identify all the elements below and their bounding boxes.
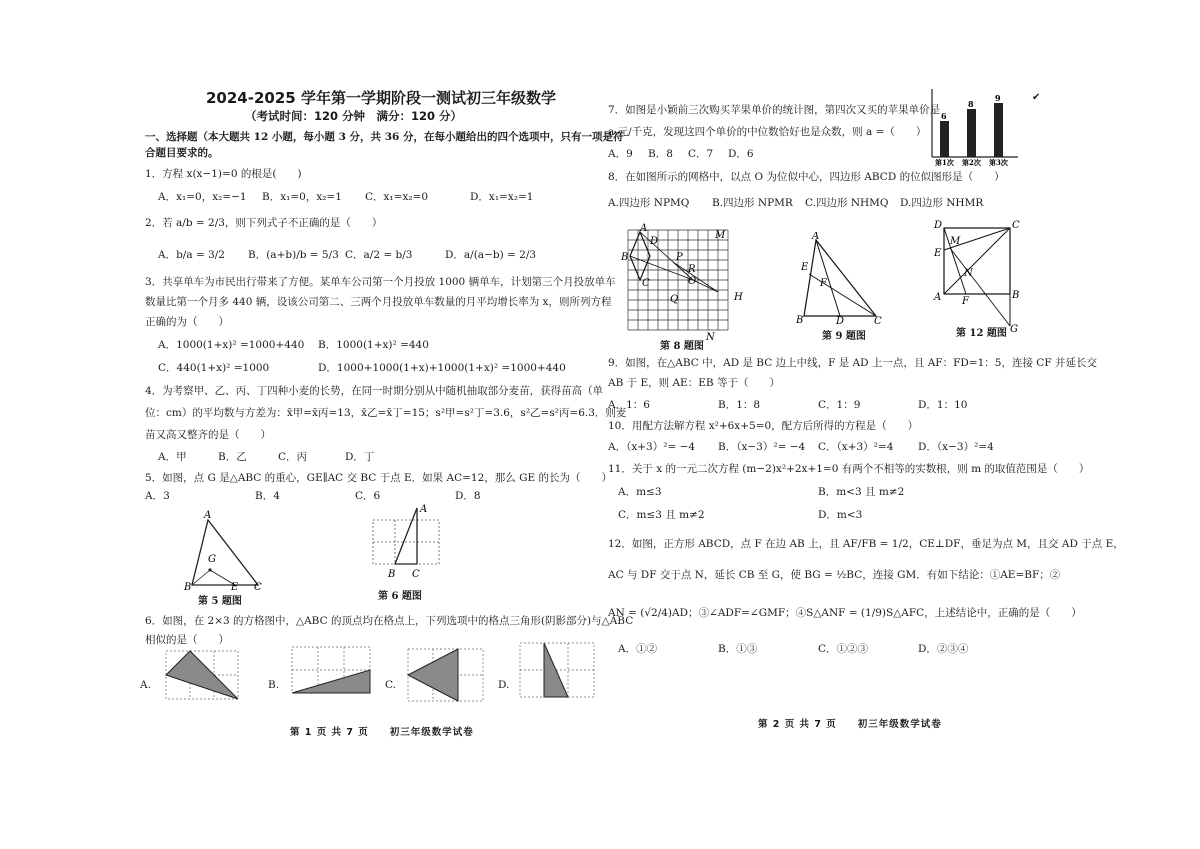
question-7-line2: a 元/千克，发现这四个单价的中位数恰好也是众数，则 a =（ ）	[608, 126, 927, 138]
q5-option-c: C．6	[355, 490, 381, 502]
q5-option-b: B．4	[255, 490, 280, 502]
q6-option-d: D.	[498, 679, 510, 691]
fig12-label-d: D	[934, 220, 943, 231]
q12-option-c: C．①②③	[818, 643, 869, 655]
q6-option-b: B.	[268, 679, 280, 691]
bar-1	[940, 121, 949, 157]
q9-option-c: C．1：9	[818, 399, 861, 411]
fig9-label-d: D	[836, 316, 845, 324]
question-9-line1: 9．如图，在△ABC 中，AD 是 BC 边上中线，F 是 AD 上一点，且 AF：FD=1：5，连接 CF 并延长交	[608, 357, 1097, 369]
q2-option-b: B．(a+b)/b = 5/3	[248, 249, 339, 261]
fig8-label-o: O	[688, 276, 697, 287]
bar-2	[967, 109, 976, 157]
q7-bar-chart	[918, 83, 1043, 168]
figure-8-caption: 第 8 题图	[660, 341, 704, 352]
fig9-label-a: A	[812, 232, 820, 242]
q3-option-a: A．1000(1+x)² =1000+440	[158, 339, 305, 351]
q10-option-d: D．（x−3）²=4	[918, 441, 994, 453]
q6-option-c-figure	[405, 645, 489, 705]
fig6-label-b: B	[388, 569, 396, 580]
bar-value-label-1: 6	[941, 111, 947, 121]
q11-option-d: D．m<3	[818, 509, 863, 521]
q11-option-b: B．m<3 且 m≠2	[818, 486, 905, 498]
q10-option-b: B．（x−3）²= −4	[718, 441, 806, 453]
figure-5-caption: 第 5 题图	[198, 596, 242, 607]
q10-option-c: C．（x+3）²=4	[818, 441, 894, 453]
q6-option-d-figure	[518, 640, 598, 702]
q6-option-a: A.	[140, 679, 151, 691]
fig12-label-b: B	[1012, 290, 1020, 301]
question-12-line2: AC 与 DF 交于点 N，延长 CB 至 G，使 BG = ½BC，连接 GM．有如下结论：①AE=BF；②	[608, 569, 1061, 581]
figure-6-grid	[365, 500, 445, 585]
q9-option-b: B．1：8	[718, 399, 761, 411]
q11-option-a: A．m≤3	[618, 486, 662, 498]
question-4-line1: 4．为考察甲、乙、丙、丁四种小麦的长势，在同一时期分别从中随机抽取部分麦苗，获得苗高（单	[145, 385, 604, 397]
fig12-label-n: N	[964, 268, 973, 279]
fig8-label-d: D	[650, 236, 659, 247]
fig12-label-f: F	[962, 296, 969, 307]
q2-option-d: D．a/(a−b) = 2/3	[445, 249, 537, 261]
q5-option-d: D．8	[455, 490, 481, 502]
figure-5-triangle	[180, 508, 270, 593]
question-12-line3: AN = (√2/4)AD；③∠ADF=∠GMF；④S△ANF = (1/9)S△AFC，上述结论中，正确的是（ ）	[608, 607, 1082, 619]
q12-option-d: D．②③④	[918, 643, 969, 655]
fig9-label-b: B	[796, 315, 804, 324]
fig9-label-f: F	[820, 278, 827, 289]
figure-9-triangle	[790, 232, 885, 324]
q1-option-c: C．x₁=x₂=0	[365, 191, 429, 203]
fig9-label-e: E	[801, 262, 809, 273]
q9-option-d: D．1：10	[918, 399, 968, 411]
question-12-line1: 12．如图，正方形 ABCD，点 F 在边 AB 上，且 AF/FB = 1/2，CE⊥DF，垂足为点 M，且交 AD 于点 E，	[608, 538, 1124, 550]
section-heading: 一、选择题（本大题共 12 小题，每小题 3 分，共 36 分，在每小题给出的四个选项中，只有一项是符	[145, 131, 624, 143]
q2-option-c: C．a/2 = b/3	[345, 249, 413, 261]
question-7-line1: 7．如图是小颖前三次购买苹果单价的统计图，第四次又买的苹果单价是	[608, 104, 941, 116]
fig8-label-n: N	[706, 332, 715, 342]
exam-page-2	[600, 0, 1200, 849]
q6-option-a-figure	[164, 648, 242, 702]
question-5-stem: 5．如图，点 G 是△ABC 的重心，GE∥AC 交 BC 于点 E．如果 AC=12，那么 GE 的长为（ ）	[145, 472, 613, 484]
figure-12-square	[930, 218, 1030, 333]
figure-6-caption: 第 6 题图	[378, 591, 422, 602]
q6-option-c: C.	[385, 679, 396, 691]
fig8-label-h: H	[734, 292, 743, 303]
q8-option-b: B.四边形 NPMR	[712, 197, 793, 209]
q3-option-c: C．440(1+x)² =1000	[158, 362, 270, 374]
fig6-label-a: A	[420, 504, 428, 515]
q1-option-b: B．x₁=0，x₂=1	[262, 191, 342, 203]
figure-8-grid	[618, 222, 746, 342]
q1-option-d: D．x₁=x₂=1	[470, 191, 534, 203]
question-1-stem: 1．方程 x(x−1)=0 的根是( )	[145, 168, 302, 180]
question-2-stem: 2．若 a/b = 2/3，则下列式子不正确的是（ ）	[145, 217, 383, 229]
question-10-stem: 10．用配方法解方程 x²+6x+5=0，配方后所得的方程是（ ）	[608, 420, 919, 432]
figure-12-caption: 第 12 题图	[956, 328, 1007, 339]
q4-option-d: D．丁	[345, 451, 375, 463]
fig12-label-e: E	[934, 248, 942, 259]
question-6-line1: 6．如图，在 2×3 的方格图中，△ABC 的顶点均在格点上，下列选项中的格点三角形(阴影部分)与△ABC	[145, 615, 634, 627]
question-4-line2: 位：cm）的平均数与方差为：x̄甲=x̄丙=13，x̄乙=x̄丁=15；s²甲=s²丁=3.6，s²乙=s²丙=6.3．则麦	[145, 407, 627, 419]
q3-option-d: D．1000+1000(1+x)+1000(1+x)² =1000+440	[318, 362, 566, 374]
fig5-label-c: C	[254, 582, 262, 593]
bar-category-label-3: 第3次	[989, 158, 1008, 167]
q4-option-b: B．乙	[218, 451, 247, 463]
exam-title: 2024-2025 学年第一学期阶段一测试初三年级数学	[206, 89, 556, 107]
fig5-label-b: B	[184, 582, 192, 593]
section-heading-cont: 合题目要求的。	[145, 147, 219, 159]
figure-9-caption: 第 9 题图	[822, 331, 866, 342]
bar-value-label-3: 9	[995, 93, 1001, 103]
exam-subtitle: （考试时间：120 分钟 满分：120 分）	[245, 109, 463, 123]
q2-option-a: A．b/a = 3/2	[158, 249, 225, 261]
fig8-label-p: P	[676, 252, 683, 263]
question-3-line1: 3．共享单车为市民出行带来了方便。某单车公司第一个月投放 1000 辆单车，计划第三个月投放单车	[145, 276, 616, 288]
fig8-label-r: R	[688, 264, 696, 275]
q8-option-d: D.四边形 NHMR	[900, 197, 984, 209]
question-9-line2: AB 于 E，则 AE：EB 等于（ ）	[608, 377, 780, 389]
q3-option-b: B．1000(1+x)² =440	[318, 339, 429, 351]
q5-option-a: A．3	[145, 490, 170, 502]
fig12-label-m: M	[950, 236, 961, 247]
fig12-label-c: C	[1012, 220, 1020, 231]
q7-option-c: C．7	[688, 148, 714, 160]
q7-option-b: B．8	[648, 148, 673, 160]
q12-option-a: A．①②	[618, 643, 658, 655]
fig8-label-m: M	[715, 230, 726, 241]
bar-category-label-2: 第2次	[962, 158, 981, 167]
fig5-label-g: G	[208, 554, 216, 565]
q6-option-b-figure	[290, 645, 374, 697]
q8-option-c: C.四边形 NHMQ	[805, 197, 889, 209]
fig12-label-g: G	[1010, 324, 1018, 333]
q11-option-c: C．m≤3 且 m≠2	[618, 509, 705, 521]
question-11-stem: 11．关于 x 的一元二次方程 (m−2)x²+2x+1=0 有两个不相等的实数根，则 m 的取值范围是（ ）	[608, 463, 1090, 475]
stray-mark: ✔	[1032, 92, 1041, 103]
fig8-label-b: B	[621, 252, 629, 263]
q4-option-a: A．甲	[158, 451, 187, 463]
bar-value-label-2: 8	[968, 99, 974, 109]
q9-option-a: A．1：6	[608, 399, 650, 411]
bar-3	[994, 103, 1003, 157]
fig5-label-e: E	[231, 582, 239, 593]
page-2-footer: 第 2 页 共 7 页 初三年级数学试卷	[758, 719, 942, 730]
question-4-line3: 苗又高又整齐的是（ ）	[145, 429, 271, 441]
q8-option-a: A.四边形 NPMQ	[608, 197, 690, 209]
fig8-label-c: C	[642, 278, 650, 289]
q7-option-a: A．9	[608, 148, 633, 160]
fig8-label-q: Q	[670, 294, 679, 305]
fig12-label-a: A	[934, 292, 942, 303]
page-1-footer: 第 1 页 共 7 页 初三年级数学试卷	[290, 727, 474, 738]
question-3-line2: 数量比第一个月多 440 辆，设该公司第二、三两个月投放单车数量的月平均增长率为 x，则所列方程	[145, 296, 612, 308]
question-3-line3: 正确的为（ ）	[145, 316, 229, 328]
fig8-label-a: A	[640, 223, 648, 234]
question-6-line2: 相似的是（ ）	[145, 634, 229, 646]
fig6-label-c: C	[412, 569, 420, 580]
q7-option-d: D．6	[728, 148, 754, 160]
fig9-label-c: C	[874, 316, 882, 324]
bar-category-label-1: 第1次	[935, 158, 954, 167]
fig5-label-a: A	[204, 510, 212, 521]
q4-option-c: C．丙	[278, 451, 308, 463]
q10-option-a: A．（x+3）²= −4	[608, 441, 696, 453]
q1-option-a: A．x₁=0，x₂=−1	[158, 191, 247, 203]
question-8-stem: 8．在如图所示的网格中，以点 O 为位似中心，四边形 ABCD 的位似图形是（ ）	[608, 171, 1005, 183]
q12-option-b: B．①③	[718, 643, 758, 655]
